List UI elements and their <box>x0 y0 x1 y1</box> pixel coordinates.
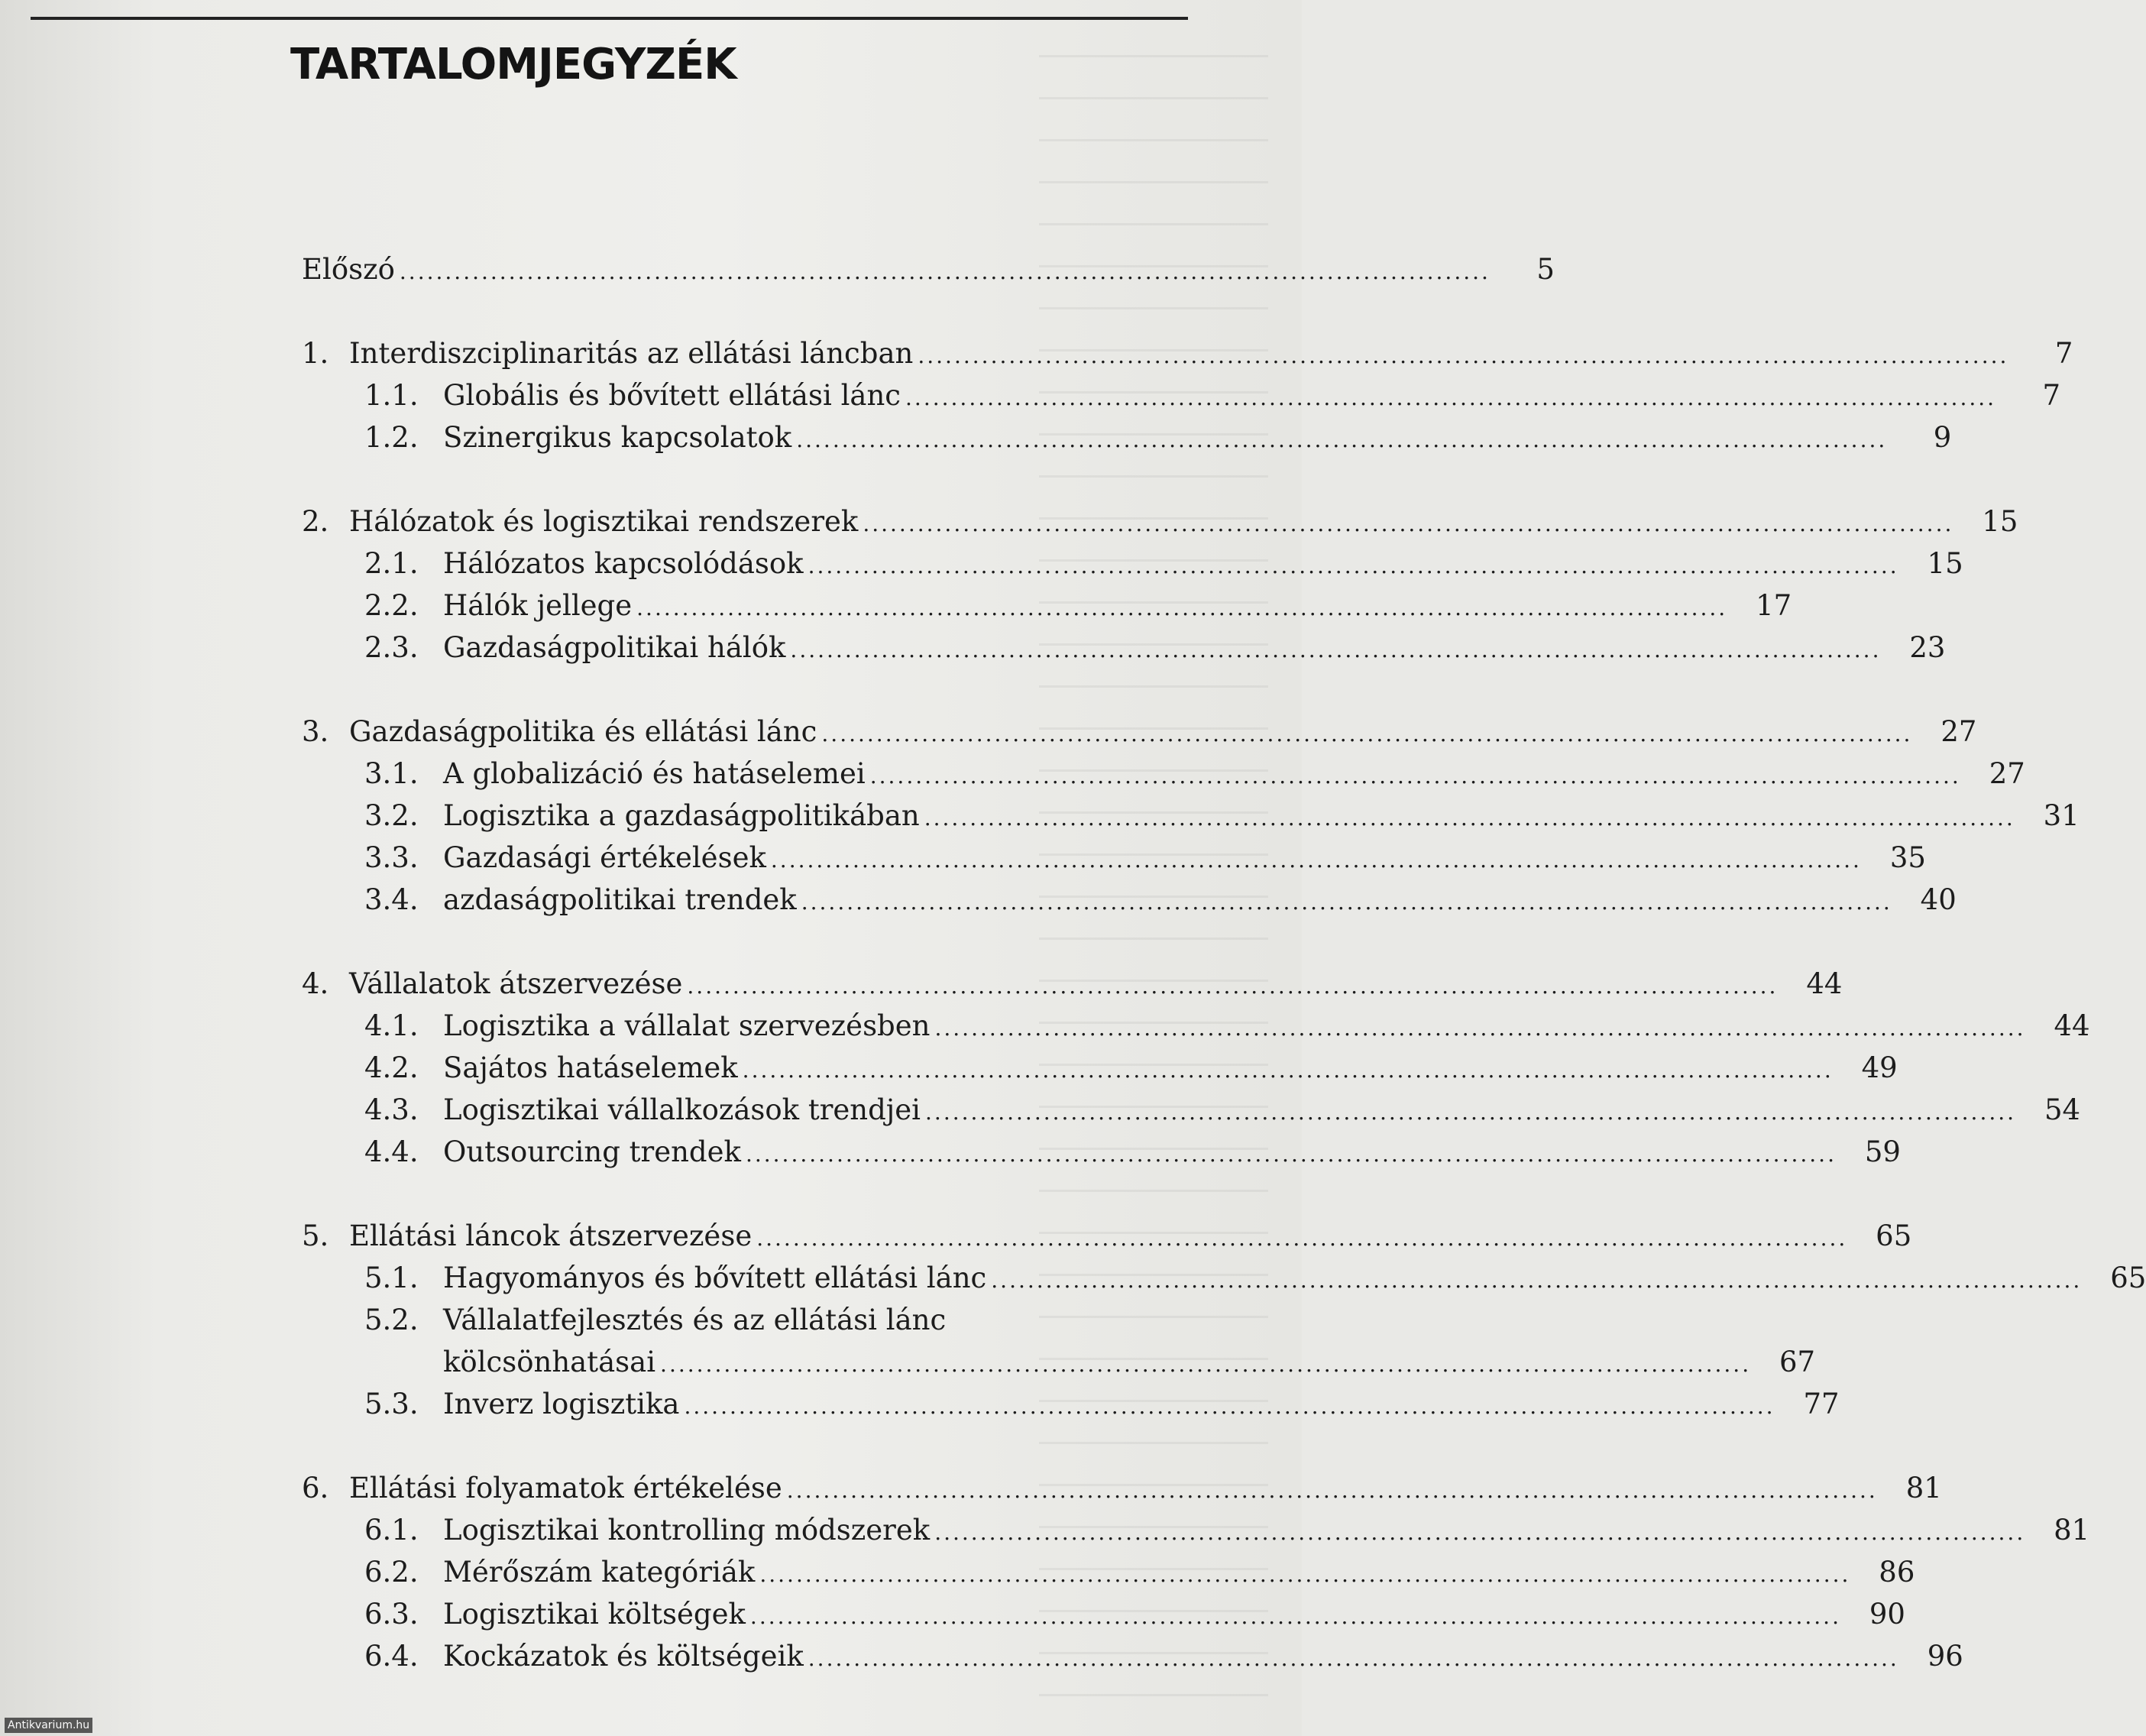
section-number: 3.2. <box>364 799 419 832</box>
dot-leader: ........................................................................................................................ <box>918 343 2009 368</box>
toc-section <box>302 1593 1905 1635</box>
chapter-number: 6. <box>302 1472 329 1504</box>
dot-leader: ........................................................................................................................ <box>660 1352 1752 1377</box>
dot-leader: ........................................................................................................................ <box>934 1520 2026 1545</box>
dot-leader: ........................................................................................................................ <box>796 427 1888 452</box>
toc-page-number: 17 <box>1756 589 1792 622</box>
toc-entry-label: Logisztikai vállalkozások trendjei <box>443 1093 921 1126</box>
section-number: 4.2. <box>364 1051 419 1084</box>
toc-section <box>302 1551 1915 1593</box>
dot-leader: ........................................................................................................................ <box>684 1394 1775 1419</box>
toc-entry-label: Ellátási folyamatok értékelése <box>349 1472 782 1504</box>
toc-page-number: 90 <box>1869 1598 1905 1631</box>
chapter-number: 2. <box>302 505 329 538</box>
toc-entry-intro <box>302 248 1555 290</box>
section-number: 6.2. <box>364 1556 419 1589</box>
section-number: 2.3. <box>364 631 419 664</box>
toc-page-number: 15 <box>1982 505 2018 538</box>
page-title: TARTALOMJEGYZÉK <box>290 40 736 89</box>
dot-leader: ........................................................................................................................ <box>905 385 1997 410</box>
toc-entry-label: Hálózatok és logisztikai rendszerek <box>349 505 859 538</box>
section-number: 6.1. <box>364 1514 419 1547</box>
toc-section <box>302 627 1946 669</box>
toc-entry-label: Globális és bővített ellátási lánc <box>443 379 901 412</box>
toc-entry-label: Gazdaságpolitikai hálók <box>443 631 786 664</box>
dot-leader: ........................................................................................................................ <box>399 259 1491 284</box>
toc-section <box>302 1299 1199 1341</box>
toc-entry-label: Logisztika a vállalat szervezésben <box>443 1009 931 1042</box>
toc-entry-label: Gazdasági értékelések <box>443 841 766 874</box>
toc-page-number: 96 <box>1927 1640 1963 1673</box>
chapter-number: 4. <box>302 967 329 1000</box>
section-number: 6.4. <box>364 1640 419 1673</box>
toc-entry-label: Hagyományos és bővített ellátási lánc <box>443 1262 987 1294</box>
dot-leader: ........................................................................................................................ <box>925 1100 2017 1125</box>
toc-page-number: 5 <box>1536 253 1555 286</box>
section-number: 4.1. <box>364 1009 419 1042</box>
toc-section <box>302 416 1952 458</box>
toc-entry-label: azdaságpolitikai trendek <box>443 883 797 916</box>
dot-leader: ........................................................................................................................ <box>756 1226 1848 1251</box>
section-number: 3.4. <box>364 883 419 916</box>
table-of-contents <box>302 248 2146 1677</box>
toc-page-number: 65 <box>1876 1219 1912 1252</box>
toc-section <box>302 1005 2090 1047</box>
toc-section <box>302 585 1792 627</box>
toc-section <box>302 1509 2090 1551</box>
toc-entry-label: Szinergikus kapcsolatok <box>443 421 792 454</box>
toc-page-number: 44 <box>1806 967 1843 1000</box>
toc-entry-label: Gazdaságpolitika és ellátási lánc <box>349 715 817 748</box>
toc-entry-label: Vállalatok átszervezése <box>349 967 683 1000</box>
toc-section <box>302 879 1957 921</box>
dot-leader: ........................................................................................................................ <box>991 1268 2083 1293</box>
dot-leader: ........................................................................................................................ <box>770 847 1862 873</box>
toc-entry-label: kölcsönhatásai <box>443 1346 656 1378</box>
toc-page-number: 31 <box>2043 799 2080 832</box>
toc-entry-label: Logisztikai költségek <box>443 1598 746 1631</box>
dot-leader: ........................................................................................................................ <box>790 637 1882 662</box>
chapter-number: 1. <box>302 337 329 370</box>
toc-section <box>302 1635 1963 1677</box>
toc-section <box>302 1131 1901 1173</box>
toc-page-number: 40 <box>1920 883 1957 916</box>
dot-leader: ........................................................................................................................ <box>924 805 2015 831</box>
toc-page-number: 15 <box>1927 547 1963 580</box>
dot-leader: ........................................................................................................................ <box>636 595 1728 620</box>
dot-leader: ........................................................................................................................ <box>759 1562 1851 1587</box>
toc-entry-label: Inverz logisztika <box>443 1388 680 1420</box>
toc-section-continuation <box>302 1341 1816 1383</box>
section-number: 5.1. <box>364 1262 419 1294</box>
toc-page-number: 65 <box>2110 1262 2146 1294</box>
toc-page-number: 9 <box>1933 421 1952 454</box>
dot-leader: ........................................................................................................................ <box>687 973 1779 999</box>
toc-chapter <box>302 963 1843 1005</box>
toc-chapter <box>302 332 2073 374</box>
dot-leader: ........................................................................................................................ <box>934 1015 2026 1041</box>
toc-page-number: 44 <box>2054 1009 2090 1042</box>
toc-section <box>302 1089 2081 1131</box>
dot-leader: ........................................................................................................................ <box>808 553 1899 578</box>
section-number: 3.1. <box>364 757 419 790</box>
section-number: 1.2. <box>364 421 419 454</box>
chapter-number: 5. <box>302 1219 329 1252</box>
toc-page-number: 49 <box>1861 1051 1898 1084</box>
section-number: 1.1. <box>364 379 419 412</box>
toc-entry-label: Hálózatos kapcsolódások <box>443 547 804 580</box>
section-number: 4.3. <box>364 1093 419 1126</box>
toc-chapter <box>302 711 1977 753</box>
toc-entry-label: Előszó <box>302 253 395 286</box>
toc-entry-label: Interdiszciplinaritás az ellátási láncban <box>349 337 914 370</box>
toc-entry-label: Kockázatok és költségeik <box>443 1640 804 1673</box>
toc-page-number: 27 <box>1940 715 1977 748</box>
toc-section <box>302 1047 1898 1089</box>
section-number: 5.2. <box>364 1304 419 1336</box>
toc-page-number: 67 <box>1779 1346 1816 1378</box>
section-number: 5.3. <box>364 1388 419 1420</box>
toc-chapter <box>302 1467 1942 1509</box>
toc-chapter <box>302 1215 1912 1257</box>
section-number: 3.3. <box>364 841 419 874</box>
toc-section <box>302 542 1963 585</box>
toc-page-number: 59 <box>1864 1135 1901 1168</box>
toc-page-number: 7 <box>2042 379 2061 412</box>
toc-entry-label: Mérőszám kategóriák <box>443 1556 756 1589</box>
chapter-number: 3. <box>302 715 329 748</box>
toc-section <box>302 374 2061 416</box>
toc-entry-label: Outsourcing trendek <box>443 1135 741 1168</box>
toc-entry-label: A globalizáció és hatáselemei <box>443 757 866 790</box>
toc-entry-label: Logisztika a gazdaságpolitikában <box>443 799 920 832</box>
dot-leader: ........................................................................................................................ <box>808 1646 1899 1671</box>
toc-page-number: 27 <box>1989 757 2025 790</box>
toc-page-number: 35 <box>1889 841 1926 874</box>
dot-leader: ........................................................................................................................ <box>863 511 1954 536</box>
toc-page-number: 81 <box>2054 1514 2090 1547</box>
section-number: 4.4. <box>364 1135 419 1168</box>
dot-leader: ........................................................................................................................ <box>749 1604 1841 1629</box>
toc-entry-label: Vállalatfejlesztés és az ellátási lánc <box>443 1304 947 1336</box>
toc-entry-label: Sajátos hatáselemek <box>443 1051 738 1084</box>
header-rule <box>31 17 1188 20</box>
toc-section <box>302 837 1926 879</box>
section-number: 2.1. <box>364 547 419 580</box>
dot-leader: ........................................................................................................................ <box>745 1142 1837 1167</box>
dot-leader: ........................................................................................................................ <box>786 1478 1878 1503</box>
toc-section <box>302 753 2025 795</box>
toc-page-number: 77 <box>1803 1388 1840 1420</box>
toc-section <box>302 1257 2146 1299</box>
toc-page-number: 7 <box>2054 337 2073 370</box>
toc-entry-label: Ellátási láncok átszervezése <box>349 1219 753 1252</box>
toc-page-number: 54 <box>2044 1093 2081 1126</box>
toc-section <box>302 1383 1840 1425</box>
dot-leader: ........................................................................................................................ <box>821 721 1913 747</box>
dot-leader: ........................................................................................................................ <box>742 1057 1834 1083</box>
site-watermark: Antikvarium.hu <box>5 1718 92 1733</box>
toc-entry-label: Logisztikai kontrolling módszerek <box>443 1514 931 1547</box>
toc-chapter <box>302 500 2018 542</box>
toc-entry-label: Hálók jellege <box>443 589 633 622</box>
section-number: 2.2. <box>364 589 419 622</box>
toc-page-number: 81 <box>1905 1472 1942 1504</box>
toc-page-number: 23 <box>1909 631 1946 664</box>
toc-section <box>302 795 2080 837</box>
dot-leader: ........................................................................................................................ <box>801 889 1892 915</box>
toc-page-number: 86 <box>1879 1556 1915 1589</box>
dot-leader: ........................................................................................................................ <box>869 763 1961 789</box>
section-number: 6.3. <box>364 1598 419 1631</box>
